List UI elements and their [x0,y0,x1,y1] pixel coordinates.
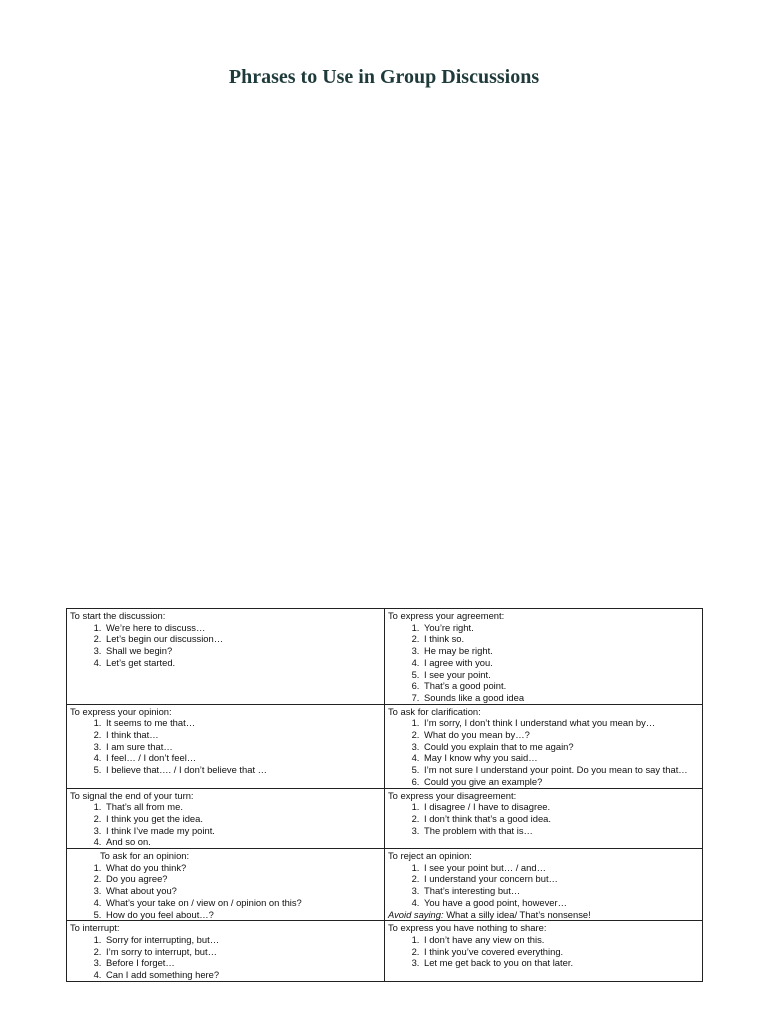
list-item: 3. Let me get back to you on that later. [422,957,699,969]
list-item: 3. Before I forget… [104,957,381,969]
list-item: 3. What about you? [104,885,381,897]
table-row [67,704,703,788]
list-item: 3. That’s interesting but… [422,885,699,897]
section-signal-end-turn [67,788,385,849]
list-item: 1. I don’t have any view on this. [422,934,699,946]
list-item: 2. I’m sorry to interrupt, but… [104,946,381,958]
list-item: 3. He may be right. [422,645,699,657]
list-item: 1. Sorry for interrupting, but… [104,934,381,946]
list-item: 2. Do you agree? [104,873,381,885]
phrase-list [70,862,381,921]
list-item: 1. I’m sorry, I don’t think I understand what you mean by… [422,717,699,729]
section-heading: To reject an opinion: [388,850,472,862]
section-heading: To ask for an opinion: [100,850,190,862]
list-item: 4. I agree with you. [422,657,699,669]
list-item: 6. That’s a good point. [422,680,699,692]
phrase-list [70,622,381,669]
list-item: 5. I believe that…. / I don’t believe that … [104,764,381,776]
table-row [67,921,703,982]
list-item: 5. How do you feel about…? [104,909,381,921]
phrase-list [388,801,699,836]
table-row [67,849,703,921]
section-interrupt [67,921,385,982]
section-express-opinion [67,704,385,788]
section-reject-opinion [385,849,703,921]
list-item: 4. I feel… / I don’t feel… [104,752,381,764]
list-item: 2. Let’s begin our discussion… [104,633,381,645]
section-heading: To interrupt: [70,922,120,934]
list-item: 3. I think I’ve made my point. [104,825,381,837]
phrase-list [388,717,699,787]
section-heading: To ask for clarification: [388,705,481,717]
phrases-table [66,608,703,982]
phrase-list [388,622,699,704]
phrase-list [70,934,381,981]
section-ask-opinion [67,849,385,921]
list-item: 2. I think that… [104,729,381,741]
list-item: 4. Let’s get started. [104,657,381,669]
list-item: 6. Could you give an example? [422,776,699,788]
section-heading: To express your opinion: [70,705,172,717]
list-item: 1. It seems to me that… [104,717,381,729]
list-item: 4. And so on. [104,836,381,848]
list-item: 1. What do you think? [104,862,381,874]
list-item: 4. You have a good point, however… [422,897,699,909]
section-heading: To start the discussion: [70,610,166,621]
avoid-note-label: Avoid saying: [388,908,444,920]
section-heading: To signal the end of your turn: [70,789,194,801]
list-item: 5. I see your point. [422,669,699,681]
phrase-list [388,862,699,909]
table-row [67,788,703,849]
page-title: Phrases to Use in Group Discussions [228,66,540,88]
section-heading: To express your agreement: [388,610,505,621]
phrase-list [70,801,381,848]
list-item: 4. Can I add something here? [104,969,381,981]
phrase-list [388,934,699,969]
list-item: 1. That’s all from me. [104,801,381,813]
section-heading: To express your disagreement: [388,789,517,801]
list-item: 1. I see your point but… / and… [422,862,699,874]
list-item: 1. I disagree / I have to disagree. [422,801,699,813]
list-item: 2. I think so. [422,633,699,645]
list-item: 3. Could you explain that to me again? [422,741,699,753]
phrase-list [70,717,381,776]
avoid-note-text: What a silly idea/ That’s nonsense! [443,908,591,920]
list-item: 2. I think you’ve covered everything. [422,946,699,958]
list-item: 4. What’s your take on / view on / opinion on this? [104,897,381,909]
list-item: 2. I don’t think that’s a good idea. [422,813,699,825]
list-item: 2. What do you mean by…? [422,729,699,741]
section-express-disagreement [385,788,703,849]
list-item: 3. Shall we begin? [104,645,381,657]
list-item: 1. We’re here to discuss… [104,622,381,634]
list-item: 4. May I know why you said… [422,752,699,764]
section-express-agreement [385,609,703,705]
avoid-note [388,909,699,921]
section-nothing-to-share [385,921,703,982]
list-item: 2. I think you get the idea. [104,813,381,825]
list-item: 5. I’m not sure I understand your point. Do you mean to say that… [422,764,699,776]
section-start-discussion [67,609,385,705]
list-item: 3. I am sure that… [104,741,381,753]
list-item: 3. The problem with that is… [422,825,699,837]
list-item: 2. I understand your concern but… [422,873,699,885]
section-ask-clarification [385,704,703,788]
list-item: 1. You’re right. [422,622,699,634]
section-heading: To express you have nothing to share: [388,922,547,934]
table-row [67,609,703,705]
list-item: 7. Sounds like a good idea [422,692,699,704]
